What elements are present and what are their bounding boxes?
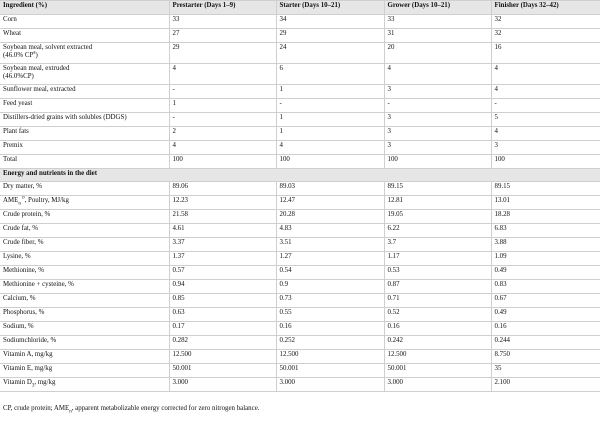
value-cell: 32 <box>491 15 600 29</box>
label-line-1: Soybean meal, extruded <box>3 65 70 72</box>
value-cell: 0.16 <box>384 322 491 336</box>
nutrient-row <box>0 322 600 336</box>
nutrient-row <box>0 364 600 378</box>
label-subscript: 3 <box>31 383 35 389</box>
value-cell: 6 <box>276 64 384 85</box>
label-line-2-end: ) <box>35 52 38 59</box>
nutrient-row-label: Sodiumchloride, % <box>0 336 169 350</box>
value-cell: 33 <box>384 15 491 29</box>
value-cell: 3.88 <box>491 238 600 252</box>
ingredient-row <box>0 113 600 127</box>
value-cell: 4.61 <box>169 224 276 238</box>
nutrient-row <box>0 182 600 196</box>
value-cell: 4 <box>169 141 276 155</box>
value-cell: 24 <box>276 43 384 64</box>
label-text-end: , mg/kg <box>34 379 56 386</box>
value-cell: 3 <box>384 85 491 99</box>
value-cell: 6.22 <box>384 224 491 238</box>
ingredient-row <box>0 155 600 169</box>
value-cell: 2.100 <box>491 378 600 392</box>
nutrient-row-label: Crude protein, % <box>0 210 169 224</box>
ingredient-row-label: Wheat <box>0 29 169 43</box>
footnote-text-end: , apparent metabolizable energy corrected for zero nitrogen balance. <box>71 405 260 412</box>
nutrient-row <box>0 266 600 280</box>
value-cell: 29 <box>169 43 276 64</box>
ingredient-row-label: Feed yeast <box>0 99 169 113</box>
ingredient-row-label: Plant fats <box>0 127 169 141</box>
label-line-1: Soybean meal, solvent extracted <box>3 44 93 51</box>
value-cell: - <box>276 99 384 113</box>
value-cell: 4 <box>491 64 600 85</box>
value-cell: 0.87 <box>384 280 491 294</box>
value-cell: 0.9 <box>276 280 384 294</box>
value-cell: 21.58 <box>169 210 276 224</box>
value-cell: 33 <box>169 15 276 29</box>
value-cell: 0.73 <box>276 294 384 308</box>
ingredient-row <box>0 43 600 64</box>
nutrient-row <box>0 238 600 252</box>
footnote-text-start: CP, crude protein; AME <box>3 405 70 412</box>
value-cell: 0.94 <box>169 280 276 294</box>
label-text-end: , Poultry, MJ/kg <box>24 197 69 204</box>
value-cell: 0.67 <box>491 294 600 308</box>
ingredient-row-label: Premix <box>0 141 169 155</box>
nutrient-row <box>0 280 600 294</box>
value-cell: 1 <box>276 127 384 141</box>
value-cell: 0.49 <box>491 308 600 322</box>
value-cell: 13.01 <box>491 196 600 210</box>
nutrient-row-label <box>0 378 169 392</box>
section-title: Energy and nutrients in the diet <box>0 169 169 182</box>
header-ingredient: Ingredient (%) <box>0 1 169 15</box>
ingredient-row <box>0 85 600 99</box>
value-cell: 4 <box>169 64 276 85</box>
value-cell: - <box>384 99 491 113</box>
value-cell: 6.83 <box>491 224 600 238</box>
value-cell: 0.252 <box>276 336 384 350</box>
value-cell: 29 <box>276 29 384 43</box>
value-cell: 1 <box>276 85 384 99</box>
nutrient-row-label: Lysine, % <box>0 252 169 266</box>
nutrient-row <box>0 196 600 210</box>
value-cell: 20.28 <box>276 210 384 224</box>
value-cell: 3.000 <box>169 378 276 392</box>
value-cell: 3.7 <box>384 238 491 252</box>
value-cell: 0.17 <box>169 322 276 336</box>
ingredient-row <box>0 141 600 155</box>
value-cell: 89.03 <box>276 182 384 196</box>
value-cell: 0.55 <box>276 308 384 322</box>
value-cell: 3 <box>384 113 491 127</box>
value-cell: 0.53 <box>384 266 491 280</box>
value-cell: 0.244 <box>491 336 600 350</box>
value-cell: 4 <box>384 64 491 85</box>
value-cell: 12.81 <box>384 196 491 210</box>
value-cell: 100 <box>384 155 491 169</box>
ingredient-row <box>0 64 600 85</box>
value-cell: 3 <box>384 127 491 141</box>
nutrient-row-label: Methionine + cysteine, % <box>0 280 169 294</box>
value-cell: 0.63 <box>169 308 276 322</box>
value-cell: 0.83 <box>491 280 600 294</box>
value-cell: 19.05 <box>384 210 491 224</box>
label-superscript: b <box>20 195 25 201</box>
ingredient-row <box>0 99 600 113</box>
value-cell: 12.500 <box>276 350 384 364</box>
nutrient-row <box>0 294 600 308</box>
value-cell: 1 <box>169 99 276 113</box>
label-text: Vitamin D <box>3 379 32 386</box>
value-cell: - <box>169 85 276 99</box>
nutrient-row-label: Methionine, % <box>0 266 169 280</box>
value-cell: 0.57 <box>169 266 276 280</box>
value-cell: 0.16 <box>276 322 384 336</box>
value-cell: 4 <box>276 141 384 155</box>
value-cell: 2 <box>169 127 276 141</box>
nutrient-row <box>0 210 600 224</box>
value-cell: 5 <box>491 113 600 127</box>
header-starter: Starter (Days 10–21) <box>276 1 384 15</box>
nutrient-row <box>0 308 600 322</box>
value-cell: 0.54 <box>276 266 384 280</box>
value-cell: 3.000 <box>276 378 384 392</box>
value-cell: 3 <box>491 141 600 155</box>
section-blank-cell <box>276 169 384 182</box>
header-prestarter: Prestarter (Days 1–9) <box>169 1 276 15</box>
value-cell: 4 <box>491 127 600 141</box>
ingredient-row-label: Corn <box>0 15 169 29</box>
nutrient-row-label: Calcium, % <box>0 294 169 308</box>
ingredient-row-label: Sunflower meal, extracted <box>0 85 169 99</box>
value-cell: 12.47 <box>276 196 384 210</box>
value-cell: - <box>491 99 600 113</box>
label-subscript: n <box>18 201 21 207</box>
label-line-2: (46.0%CP) <box>3 73 34 80</box>
value-cell: 3.51 <box>276 238 384 252</box>
nutrient-row-label: Crude fat, % <box>0 224 169 238</box>
value-cell: 4.83 <box>276 224 384 238</box>
value-cell: 100 <box>169 155 276 169</box>
nutrient-row <box>0 224 600 238</box>
value-cell: 12.23 <box>169 196 276 210</box>
nutrient-row <box>0 378 600 392</box>
value-cell: 100 <box>276 155 384 169</box>
nutrient-row-label: Vitamin A, mg/kg <box>0 350 169 364</box>
value-cell: 32 <box>491 29 600 43</box>
nutrient-row-label: Vitamin E, mg/kg <box>0 364 169 378</box>
value-cell: 3.000 <box>384 378 491 392</box>
value-cell: 12.500 <box>169 350 276 364</box>
value-cell: 8.750 <box>491 350 600 364</box>
value-cell: 89.06 <box>169 182 276 196</box>
ingredient-row-label: Distillers-dried grains with solubles (DDGS) <box>0 113 169 127</box>
value-cell: 0.242 <box>384 336 491 350</box>
value-cell: 50.001 <box>169 364 276 378</box>
nutrient-row-label: Dry matter, % <box>0 182 169 196</box>
value-cell: 27 <box>169 29 276 43</box>
value-cell: 0.282 <box>169 336 276 350</box>
value-cell: 31 <box>384 29 491 43</box>
nutrient-row-label: Phosphorus, % <box>0 308 169 322</box>
table-body <box>0 1 600 392</box>
nutrient-row-label: Sodium, % <box>0 322 169 336</box>
value-cell: 3.37 <box>169 238 276 252</box>
value-cell: 0.52 <box>384 308 491 322</box>
value-cell: 0.85 <box>169 294 276 308</box>
ingredient-row <box>0 15 600 29</box>
table-footnote <box>3 405 260 415</box>
label-line-2: (46.0% CP <box>3 52 34 59</box>
ingredient-row <box>0 29 600 43</box>
value-cell: 50.001 <box>384 364 491 378</box>
ingredient-row <box>0 127 600 141</box>
value-cell: 1.17 <box>384 252 491 266</box>
ingredient-row-label <box>0 64 169 85</box>
header-finisher: Finisher (Days 32–42) <box>491 1 600 15</box>
value-cell: 1.09 <box>491 252 600 266</box>
header-grower: Grower (Days 10–21) <box>384 1 491 15</box>
value-cell: 50.001 <box>276 364 384 378</box>
value-cell: 16 <box>491 43 600 64</box>
nutrient-row <box>0 350 600 364</box>
value-cell: - <box>169 113 276 127</box>
value-cell: 0.71 <box>384 294 491 308</box>
value-cell: 89.15 <box>384 182 491 196</box>
nutrient-row <box>0 336 600 350</box>
label-text: AME <box>3 197 19 204</box>
value-cell: 20 <box>384 43 491 64</box>
nutrient-row-label: Crude fiber, % <box>0 238 169 252</box>
value-cell: 12.500 <box>384 350 491 364</box>
section-blank-cell <box>491 169 600 182</box>
section-blank-cell <box>384 169 491 182</box>
value-cell: 1.27 <box>276 252 384 266</box>
label-superscript: a <box>33 50 36 56</box>
section-blank-cell <box>169 169 276 182</box>
ingredient-row-label: Total <box>0 155 169 169</box>
value-cell: 34 <box>276 15 384 29</box>
value-cell: 3 <box>384 141 491 155</box>
nutrient-row-label <box>0 196 169 210</box>
value-cell: 35 <box>491 364 600 378</box>
ingredient-row-label <box>0 43 169 64</box>
value-cell: 1 <box>276 113 384 127</box>
value-cell: 89.15 <box>491 182 600 196</box>
value-cell: 0.49 <box>491 266 600 280</box>
value-cell: 4 <box>491 85 600 99</box>
footnote-subscript: n <box>69 409 72 415</box>
header-row <box>0 1 600 15</box>
value-cell: 18.28 <box>491 210 600 224</box>
nutrient-row <box>0 252 600 266</box>
value-cell: 1.37 <box>169 252 276 266</box>
section-row <box>0 169 600 182</box>
value-cell: 100 <box>491 155 600 169</box>
value-cell: 0.16 <box>491 322 600 336</box>
